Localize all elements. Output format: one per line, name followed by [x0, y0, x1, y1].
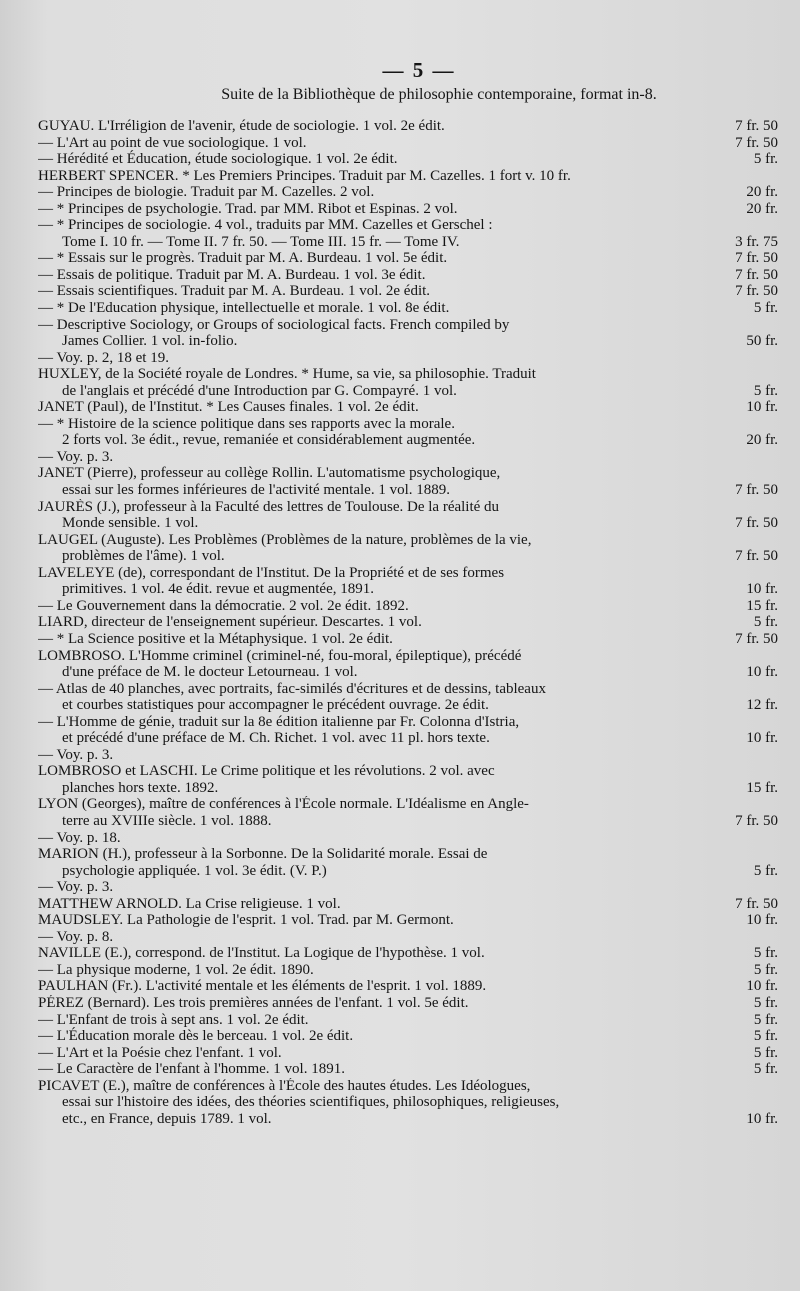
entry-line [38, 250, 778, 267]
entry-line [38, 714, 778, 731]
catalogue-entry [38, 366, 778, 399]
entry-text: HUXLEY, de la Société royale de Londres. * Hume, sa vie, sa philosophie. Traduit [38, 366, 536, 383]
catalogue-entry [38, 565, 778, 615]
entry-price: 5 fr. [753, 1011, 778, 1028]
catalogue-entry [38, 465, 778, 498]
entry-line [38, 813, 778, 830]
entry-price: 10 fr. [746, 581, 778, 598]
entry-text: — * La Science positive et la Métaphysique. 1 vol. 2e édit. [38, 630, 393, 647]
entry-line [38, 747, 778, 764]
entry-text: et précédé d'une préface de M. Ch. Richet. 1 vol. avec 11 pl. hors texte. [62, 730, 490, 747]
entry-price: 10 fr. [746, 399, 778, 416]
entry-price: 15 fr. [746, 779, 778, 796]
entry-text: problèmes de l'âme). 1 vol. [62, 548, 225, 565]
entry-text: primitives. 1 vol. 4e édit. revue et augmentée, 1891. [62, 581, 374, 598]
entry-text: — Le Gouvernement dans la démocratie. 2 vol. 2e édit. 1892. [38, 597, 409, 614]
page-number: — 5 — [382, 58, 456, 82]
entry-line [38, 1078, 778, 1095]
entry-text: — * De l'Education physique, intellectuelle et morale. 1 vol. 8e édit. [38, 300, 450, 317]
entry-text: — Voy. p. 8. [38, 928, 114, 945]
entry-text: LYON (Georges), maître de conférences à l'École normale. L'Idéalisme en Angle- [38, 796, 529, 813]
entry-line [38, 217, 778, 234]
entry-text: LAUGEL (Auguste). Les Problèmes (Problèmes de la nature, problèmes de la vie, [38, 531, 532, 548]
entry-line [38, 118, 778, 135]
entry-line [38, 300, 778, 317]
entry-text: — * Essais sur le progrès. Traduit par M. A. Burdeau. 1 vol. 5e édit. [38, 250, 448, 267]
entry-price: 5 fr. [753, 1028, 778, 1045]
entry-line [38, 896, 778, 913]
catalogue-entry [38, 648, 778, 764]
entry-text: — Essais de politique. Traduit par M. A. Burdeau. 1 vol. 3e édit. [38, 266, 426, 283]
entry-text: — L'Enfant de trois à sept ans. 1 vol. 2e édit. [38, 1011, 309, 1028]
catalogue-entry [38, 118, 778, 168]
entry-text: psychologie appliquée. 1 vol. 3e édit. (V. P.) [62, 862, 327, 879]
entry-text: terre au XVIIIe siècle. 1 vol. 1888. [62, 812, 272, 829]
entry-price: 5 fr. [753, 994, 778, 1011]
entry-line [38, 912, 778, 929]
entry-text: — Essais scientifiques. Traduit par M. A. Burdeau. 1 vol. 2e édit. [38, 283, 431, 300]
entry-line [38, 796, 778, 813]
entry-price: 5 fr. [753, 862, 778, 879]
entry-text: — Voy. p. 2, 18 et 19. [38, 349, 169, 366]
entry-line [38, 863, 778, 880]
catalogue-entry [38, 532, 778, 565]
entry-text: GUYAU. L'Irréligion de l'avenir, étude de sociologie. 1 vol. 2e édit. [38, 118, 445, 134]
entry-line [38, 168, 778, 185]
entry-text: — Hérédité et Éducation, étude sociologique. 1 vol. 2e édit. [38, 151, 398, 168]
entry-text: JANET (Pierre), professeur au collège Rollin. L'automatisme psychologique, [38, 465, 501, 482]
entry-price: 7 fr. 50 [735, 515, 778, 532]
entry-text: PICAVET (E.), maître de conférences à l'École des hautes études. Les Idéologues, [38, 1077, 531, 1094]
catalogue-entry [38, 912, 778, 945]
entry-price: 5 fr. [753, 1061, 778, 1078]
entry-price: 7 fr. 50 [735, 482, 778, 499]
entry-line [38, 565, 778, 582]
entry-line [38, 681, 778, 698]
entry-line [38, 995, 778, 1012]
entry-price: 10 fr. [746, 1110, 778, 1127]
entry-price: 7 fr. 50 [735, 895, 778, 912]
entry-price: 10 fr. [746, 912, 778, 929]
entry-text: — Voy. p. 3. [38, 746, 114, 763]
entry-line [38, 1111, 778, 1128]
catalogue-entry [38, 896, 778, 913]
entry-line [38, 465, 778, 482]
entry-line [38, 416, 778, 433]
entry-line [38, 879, 778, 896]
entry-text: — * Histoire de la science politique dans ses rapports avec la morale. [38, 415, 455, 432]
entry-price: 12 fr. [746, 697, 778, 714]
entry-line [38, 515, 778, 532]
entry-price: 10 fr. [746, 978, 778, 995]
entry-text: JAURÈS (J.), professeur à la Faculté des lettres de Toulouse. De la réalité du [38, 498, 500, 515]
entry-text: d'une préface de M. le docteur Letourneau. 1 vol. [62, 664, 358, 681]
catalogue-entries [38, 118, 778, 1127]
catalogue-entry [38, 168, 778, 367]
entry-line [38, 432, 778, 449]
entry-price: 7 fr. 50 [735, 118, 778, 134]
entry-line [38, 978, 778, 995]
entry-text: LAVELEYE (de), correspondant de l'Institut. De la Propriété et de ses formes [38, 564, 505, 581]
entry-text: etc., en France, depuis 1789. 1 vol. [62, 1110, 272, 1127]
entry-price: 20 fr. [746, 432, 778, 449]
entry-price: 20 fr. [746, 184, 778, 201]
catalogue-entry [38, 614, 778, 647]
entry-text: Tome I. 10 fr. — Tome II. 7 fr. 50. — Tome III. 15 fr. — Tome IV. [62, 233, 460, 250]
entry-line [38, 648, 778, 665]
entry-text: James Collier. 1 vol. in-folio. [62, 333, 238, 350]
catalogue-entry [38, 945, 778, 978]
entry-text: MARION (H.), professeur à la Sorbonne. De la Solidarité morale. Essai de [38, 846, 488, 863]
entry-text: MATTHEW ARNOLD. La Crise religieuse. 1 vol. [38, 895, 341, 912]
entry-price: 10 fr. [746, 730, 778, 747]
entry-text: 2 forts vol. 3e édit., revue, remaniée et considérablement augmentée. [62, 432, 476, 449]
entry-text: LIARD, directeur de l'enseignement supérieur. Descartes. 1 vol. [38, 614, 422, 631]
entry-line [38, 366, 778, 383]
entry-line [38, 1012, 778, 1029]
entry-text: de l'anglais et précédé d'une Introduction par G. Compayré. 1 vol. [62, 382, 457, 399]
entry-text: LOMBROSO et LASCHI. Le Crime politique et les révolutions. 2 vol. avec [38, 763, 495, 780]
entry-price: 7 fr. 50 [735, 548, 778, 565]
catalogue-entry [38, 399, 778, 465]
entry-text: et courbes statistiques pour accompagner le précédent ouvrage. 2e édit. [62, 697, 489, 714]
entry-price: 5 fr. [753, 1044, 778, 1061]
entry-text: PÉREZ (Bernard). Les trois premières années de l'enfant. 1 vol. 5e édit. [38, 994, 469, 1011]
entry-line [38, 929, 778, 946]
entry-line [38, 350, 778, 367]
entry-price: 5 fr. [753, 945, 778, 962]
entry-line [38, 201, 778, 218]
catalogue-entry [38, 846, 778, 896]
catalogue-entry [38, 796, 778, 846]
entry-text: HERBERT SPENCER. * Les Premiers Principes. Traduit par M. Cazelles. 1 fort v. 10 fr. [38, 167, 571, 184]
entry-text: — Voy. p. 3. [38, 879, 114, 896]
entry-text: — * Principes de psychologie. Trad. par MM. Ribot et Espinas. 2 vol. [38, 200, 458, 217]
catalogue-entry [38, 763, 778, 796]
entry-text: — L'Art et la Poésie chez l'enfant. 1 vol. [38, 1044, 282, 1061]
entry-line [38, 730, 778, 747]
entry-line [38, 1045, 778, 1062]
entry-text: — * Principes de sociologie. 4 vol., traduits par MM. Cazelles et Gerschel : [38, 217, 493, 234]
entry-price: 3 fr. 75 [735, 233, 778, 250]
entry-line [38, 846, 778, 863]
entry-text: — Voy. p. 3. [38, 448, 114, 465]
entry-line [38, 317, 778, 334]
catalogue-entry [38, 995, 778, 1078]
entry-price: 5 fr. [753, 961, 778, 978]
entry-price: 50 fr. [746, 333, 778, 350]
entry-text: LOMBROSO. L'Homme criminel (criminel-né, fou-moral, épileptique), précédé [38, 647, 522, 664]
entry-text: NAVILLE (E.), correspond. de l'Institut. La Logique de l'hypothèse. 1 vol. [38, 945, 485, 962]
entry-line [38, 962, 778, 979]
entry-line [38, 383, 778, 400]
entry-price: 5 fr. [753, 151, 778, 168]
entry-price: 10 fr. [746, 664, 778, 681]
entry-price: 7 fr. 50 [735, 812, 778, 829]
entry-price: 7 fr. 50 [735, 630, 778, 647]
entry-line [38, 184, 778, 201]
entry-text: — Principes de biologie. Traduit par M. Cazelles. 2 vol. [38, 184, 375, 201]
entry-text: — Atlas de 40 planches, avec portraits, fac-similés d'écritures et de dessins, tableaux [38, 680, 546, 697]
entry-line [38, 399, 778, 416]
entry-line [38, 598, 778, 615]
entry-text: — L'Homme de génie, traduit sur la 8e édition italienne par Fr. Colonna d'Istria, [38, 713, 520, 730]
entry-text: essai sur l'histoire des idées, des théories scientifiques, philosophiques, religieuses, [62, 1094, 560, 1111]
entry-line [38, 664, 778, 681]
entry-line [38, 449, 778, 466]
entry-line [38, 482, 778, 499]
entry-line [38, 151, 778, 168]
entry-price: 5 fr. [753, 382, 778, 399]
entry-price: 7 fr. 50 [735, 283, 778, 300]
entry-line [38, 1061, 778, 1078]
entry-price: 5 fr. [753, 614, 778, 631]
entry-line [38, 532, 778, 549]
catalogue-entry [38, 978, 778, 995]
entry-price: 7 fr. 50 [735, 250, 778, 267]
entry-line [38, 499, 778, 516]
entry-text: — Le Caractère de l'enfant à l'homme. 1 vol. 1891. [38, 1061, 345, 1078]
entry-price: 7 fr. 50 [735, 266, 778, 283]
entry-line [38, 830, 778, 847]
entry-text: Monde sensible. 1 vol. [62, 515, 199, 532]
entry-line [38, 780, 778, 797]
entry-line [38, 333, 778, 350]
entry-line [38, 1094, 778, 1111]
entry-price: 15 fr. [746, 597, 778, 614]
entry-line [38, 267, 778, 284]
entry-line [38, 614, 778, 631]
entry-price: 20 fr. [746, 200, 778, 217]
entry-line [38, 135, 778, 152]
catalogue-entry [38, 499, 778, 532]
entry-line [38, 548, 778, 565]
entry-text: — Voy. p. 18. [38, 829, 121, 846]
entry-text: PAULHAN (Fr.). L'activité mentale et les éléments de l'esprit. 1 vol. 1889. [38, 978, 487, 995]
entry-text: essai sur les formes inférieures de l'activité mentale. 1 vol. 1889. [62, 482, 451, 499]
entry-price: 5 fr. [753, 300, 778, 317]
entry-price: 7 fr. 50 [735, 134, 778, 151]
entry-line [38, 234, 778, 251]
entry-line [38, 697, 778, 714]
entry-text: planches hors texte. 1892. [62, 779, 219, 796]
entry-line [38, 581, 778, 598]
entry-line [38, 763, 778, 780]
running-title: Suite de la Bibliothèque de philosophie contemporaine, format in-8. [221, 86, 657, 103]
entry-text: — L'Éducation morale dès le berceau. 1 vol. 2e édit. [38, 1028, 354, 1045]
entry-line [38, 283, 778, 300]
entry-line [38, 631, 778, 648]
entry-text: — L'Art au point de vue sociologique. 1 vol. [38, 134, 307, 151]
entry-text: MAUDSLEY. La Pathologie de l'esprit. 1 vol. Trad. par M. Germont. [38, 912, 454, 929]
entry-line [38, 1028, 778, 1045]
entry-text: JANET (Paul), de l'Institut. * Les Causes finales. 1 vol. 2e édit. [38, 399, 419, 416]
entry-line [38, 945, 778, 962]
entry-text: — Descriptive Sociology, or Groups of sociological facts. French compiled by [38, 316, 510, 333]
catalogue-entry [38, 1078, 778, 1128]
entry-text: — La physique moderne, 1 vol. 2e édit. 1890. [38, 961, 314, 978]
